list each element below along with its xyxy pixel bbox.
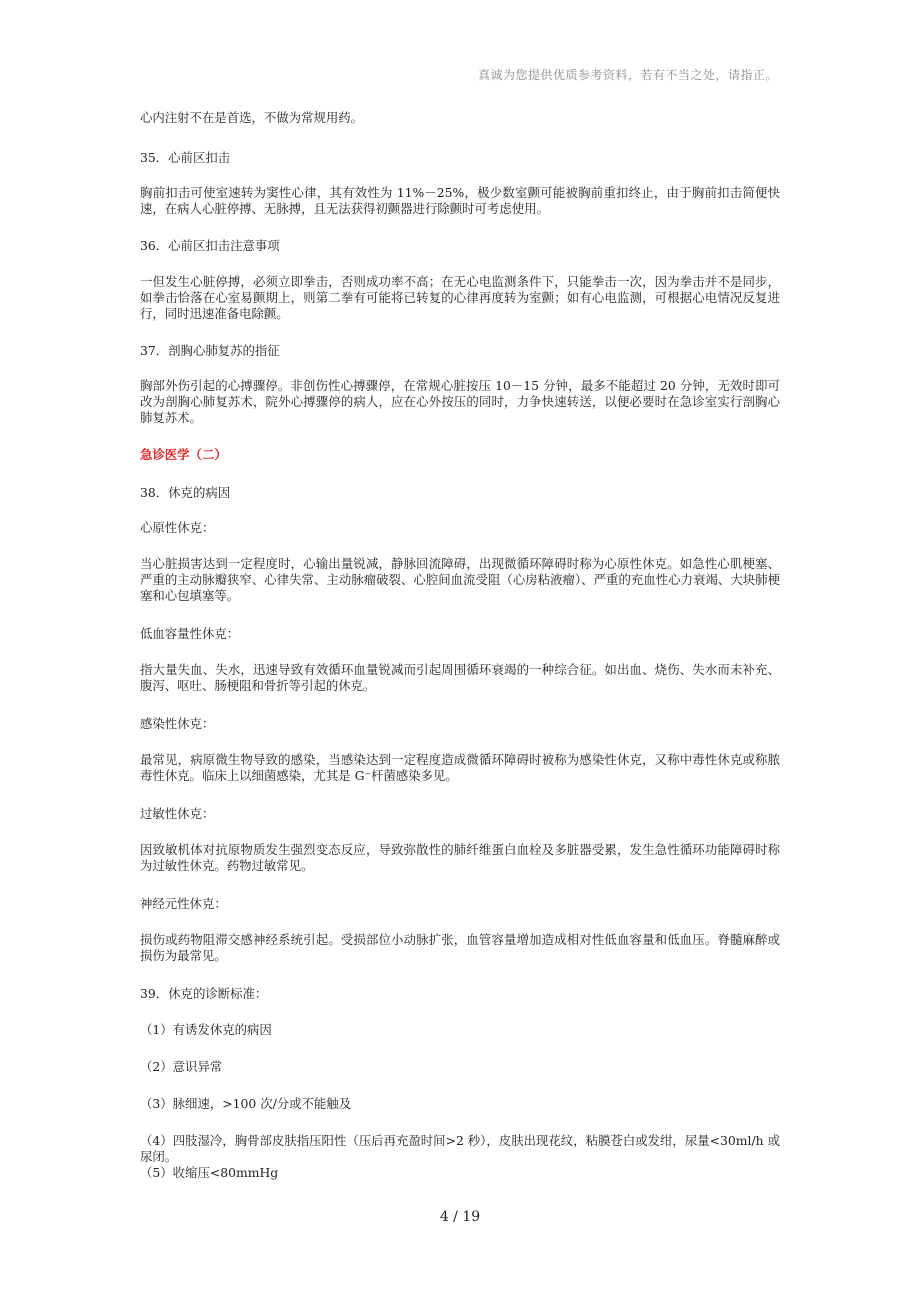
section-heading-39: 39．休克的诊断标准： bbox=[140, 986, 268, 1001]
paragraph: 因致敏机体对抗原物质发生强烈变态反应，导致弥散性的肺纤维蛋白血栓及多脏器受累，发生急性循环功能障碍时称为过敏性休克。药物过敏常见。 bbox=[140, 842, 780, 873]
paragraph: 当心脏损害达到一定程度时，心输出量锐减，静脉回流障碍，出现微循环障碍时称为心原性休克。如急性心肌梗塞、严重的主动脉瓣狭窄、心律失常、主动脉瘤破裂、心腔间血流受阻（心房粘液瘤）、严重的充血性心力衰竭、大块肺梗塞和心包填塞等。 bbox=[140, 556, 780, 603]
section-heading-35: 35．心前区扣击 bbox=[140, 150, 231, 165]
section-heading-37: 37．剖胸心肺复苏的指征 bbox=[140, 343, 280, 358]
list-item: （3）脉细速，>100 次/分或不能触及 bbox=[140, 1096, 352, 1111]
list-item: （4）四肢湿冷，胸骨部皮肤指压阳性（压后再充盈时间>2 秒），皮肤出现花纹，粘膜苍白或发绀，尿量<30ml/h 或尿闭。 bbox=[140, 1133, 780, 1164]
subheading: 神经元性休克： bbox=[140, 896, 227, 911]
list-item: （2）意识异常 bbox=[140, 1059, 223, 1074]
section-heading-38: 38．休克的病因 bbox=[140, 485, 231, 500]
section-heading-36: 36．心前区扣击注意事项 bbox=[140, 238, 280, 253]
subheading: 心原性休克： bbox=[140, 520, 215, 535]
paragraph: 损伤或药物阻滞交感神经系统引起。受损部位小动脉扩张，血管容量增加造成相对性低血容量和低血压。脊髓麻醉或损伤为最常见。 bbox=[140, 932, 780, 963]
list-item: （5）收缩压<80mmHg bbox=[140, 1165, 279, 1180]
subheading: 过敏性休克： bbox=[140, 806, 215, 821]
paragraph: 指大量失血、失水，迅速导致有效循环血量锐减而引起周围循环衰竭的一种综合征。如出血、烧伤、失水而未补充、腹泻、呕吐、肠梗阻和骨折等引起的休克。 bbox=[140, 662, 780, 693]
page-number: 4 / 19 bbox=[439, 1209, 481, 1225]
header-note: 真诚为您提供优质参考资料，若有不当之处，请指正。 bbox=[477, 68, 778, 82]
paragraph: 胸前扣击可使室速转为窦性心律，其有效性为 11%－25%，极少数室颤可能被胸前重扣终止，由于胸前扣击简便快速，在病人心脏停搏、无脉搏，且无法获得初颤器进行除颤时可考虑使用。 bbox=[140, 185, 780, 216]
subheading: 低血容量性休克： bbox=[140, 626, 240, 641]
list-item: （1）有诱发休克的病因 bbox=[140, 1022, 272, 1037]
paragraph: 最常见，病原微生物导致的感染，当感染达到一定程度造成微循环障碍时被称为感染性休克，又称中毒性休克或称脓毒性休克。临床上以细菌感染，尤其是 G⁻杆菌感染多见。 bbox=[140, 752, 780, 783]
paragraph: 胸部外伤引起的心搏骤停。非创伤性心搏骤停，在常规心脏按压 10－15 分钟，最多不能超过 20 分钟，无效时即可改为剖胸心肺复苏术，院外心搏骤停的病人，应在心外按压的同时，力争快速转送，以便必要时在急诊室实行剖胸心肺复苏术。 bbox=[140, 378, 780, 425]
paragraph: 一但发生心脏停搏，必须立即拳击，否则成功率不高；在无心电监测条件下，只能拳击一次，因为拳击并不是同步，如拳击恰落在心室易颤期上，则第二拳有可能将已转复的心律再度转为室颤；如有心电监测，可根据心电情况反复进行，同时迅速准备电除颤。 bbox=[140, 274, 780, 321]
subheading: 感染性休克： bbox=[140, 716, 215, 731]
chapter-heading: 急诊医学（二） bbox=[140, 447, 227, 462]
paragraph: 心内注射不在是首选，不做为常规用药。 bbox=[140, 110, 364, 125]
